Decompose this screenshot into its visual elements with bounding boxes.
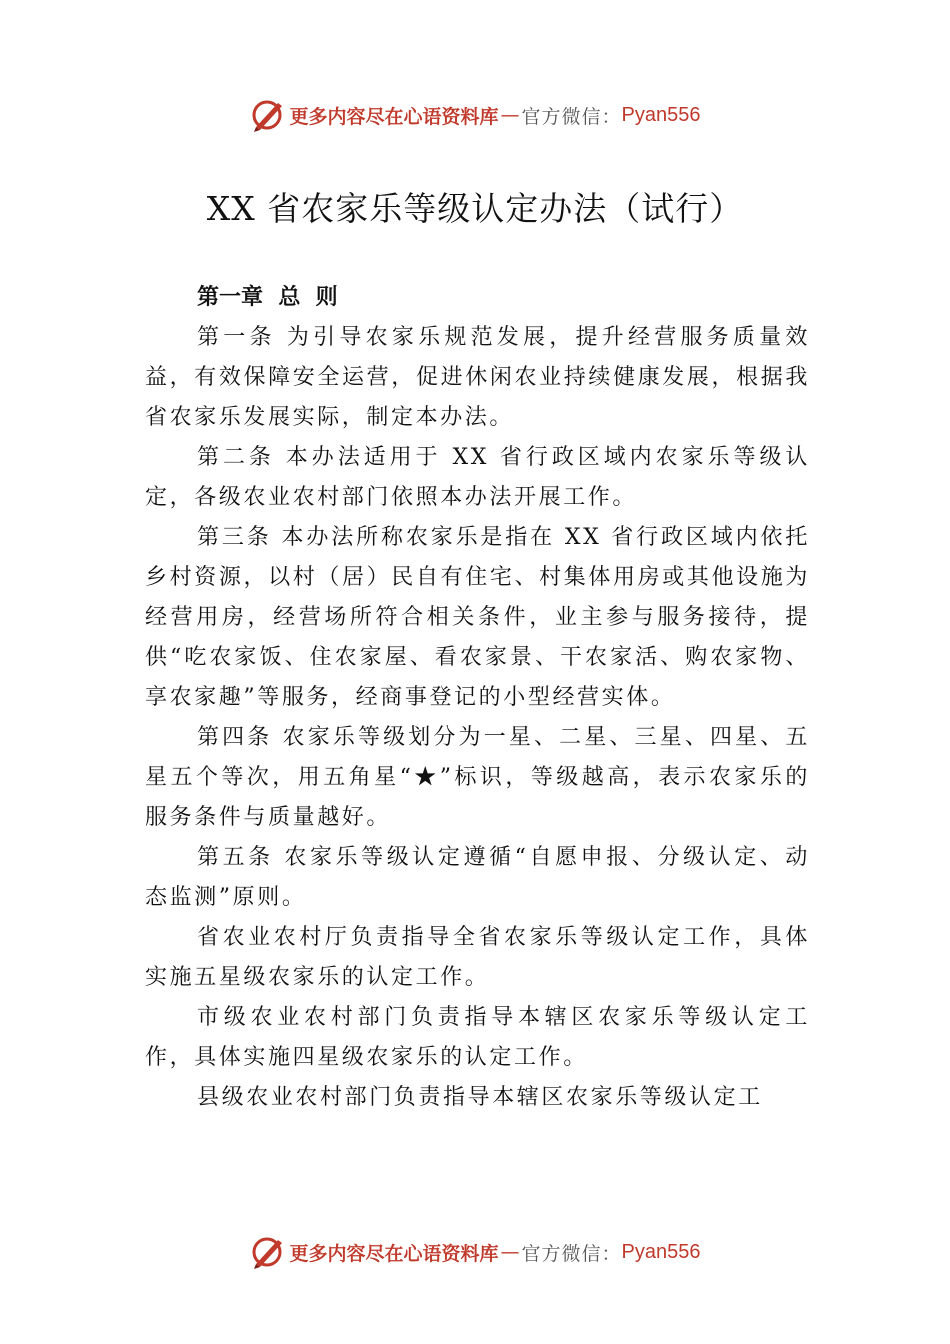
- chapter-heading: 第一章 总 则: [197, 285, 338, 310]
- document-body: [145, 278, 810, 1118]
- pen-logo-icon: [250, 1234, 286, 1270]
- article-5-municipal: 市级农业农村部门负责指导本辖区农家乐等级认定工作，具体实施四星级农家乐的认定工作。: [145, 1005, 810, 1070]
- header-banner: [0, 95, 950, 135]
- pen-logo-icon: [250, 97, 286, 133]
- banner-dash: —: [500, 1241, 520, 1263]
- article-5: 第五条 农家乐等级认定遵循“自愿申报、分级认定、动态监测”原则。: [145, 845, 810, 910]
- banner-wechat-id: Pyan556: [621, 103, 701, 126]
- article-5-county: 县级农业农村部门负责指导本辖区农家乐等级认定工: [197, 1085, 763, 1110]
- article-1: 第一条 为引导农家乐规范发展，提升经营服务质量效益，有效保障安全运营，促进休闲农业持续健康发展，根据我省农家乐发展实际，制定本办法。: [145, 325, 810, 430]
- article-2: 第二条 本办法适用于 XX 省行政区域内农家乐等级认定，各级农业农村部门依照本办法开展工作。: [145, 445, 810, 510]
- banner-dash: —: [500, 104, 520, 126]
- banner-wechat-id: Pyan556: [621, 1240, 701, 1263]
- banner-wechat-label: 官方微信：: [521, 105, 622, 128]
- document-title: XX 省农家乐等级认定办法（试行）: [206, 189, 744, 228]
- article-5-provincial: 省农业农村厅负责指导全省农家乐等级认定工作，具体实施五星级农家乐的认定工作。: [145, 925, 810, 990]
- banner-library-text: 更多内容尽在心语资料库: [289, 1242, 499, 1265]
- footer-banner: [0, 1232, 950, 1272]
- banner-wechat-label: 官方微信：: [521, 1242, 622, 1265]
- article-3: 第三条 本办法所称农家乐是指在 XX 省行政区域内依托乡村资源，以村（居）民自有住宅、村集体用房或其他设施为经营用房，经营场所符合相关条件，业主参与服务接待，提供“吃农家饭、住农家屋、看农家景、干农家活、购农家物、享农家趣”等服务，经商事登记的小型经营实体。: [145, 525, 810, 710]
- article-4: 第四条 农家乐等级划分为一星、二星、三星、四星、五星五个等次，用五角星“★”标识，等级越高，表示农家乐的服务条件与质量越好。: [145, 725, 810, 830]
- banner-library-text: 更多内容尽在心语资料库: [289, 105, 499, 128]
